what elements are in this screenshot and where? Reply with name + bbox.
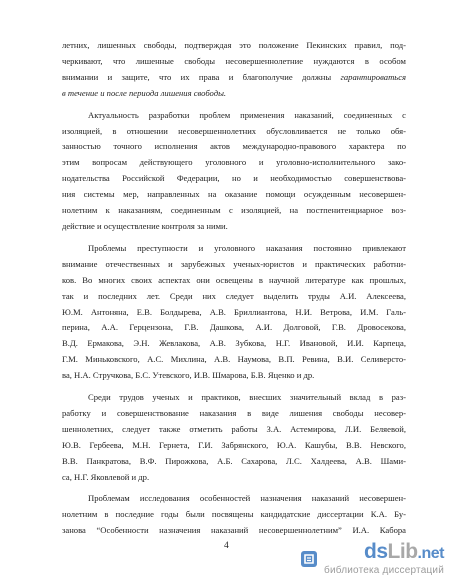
logo-ds-text: ds [364, 540, 388, 563]
logo-lib-text: Lib [387, 540, 418, 563]
text-line: Ю.В. Гербеева, М.Н. Гернета, Г.И. Забрянского, Ю.А. Кашубы, В.В. Невского, [62, 439, 406, 450]
text-line: нодательства Российской Федерации, но и необходимостью совершенствова- [62, 173, 406, 184]
text-line: действие и осуществление контроля за ними. [62, 220, 228, 231]
text-line: Актуальность разработки проблем применения наказаний, соединенных с [88, 109, 406, 120]
page-number: 4 [224, 541, 229, 551]
book-icon [298, 548, 320, 570]
text-line: Ю.М. Антоняна, Е.В. Болдырева, А.В. Бриллиантова, Н.И. Ветрова, И.М. Галь- [62, 306, 406, 317]
text-line: внимании и защите, что их права и благополучие должны гарантироваться [62, 71, 406, 82]
text-line: нолетним к наказаниям, соединенным с изоляцией, на постпенитенциарное воз- [62, 205, 406, 216]
text-line: перина, А.А. Герцензона, Г.В. Дашкова, А.И. Долговой, Г.В. Дровосекова, [62, 322, 406, 333]
text-line: са, Н.Г. Яковлевой и др. [62, 471, 150, 482]
watermark-subtitle: библиотека диссертаций [324, 565, 444, 576]
text-line: Проблемам исследования особенностей назначения наказаний несовершен- [88, 493, 406, 504]
text-line: нолетним в последние годы были посвящены кандидатские диссертации К.А. Бу- [62, 509, 406, 520]
text-line: внимание отечественных и зарубежных ученых-юристов и практических работни- [62, 258, 406, 269]
text-line: летних, лишенных свободы, подтверждая это положение Пекинских правил, под- [62, 40, 406, 50]
logo-net-text: .net [417, 545, 444, 562]
text-line: Среди трудов ученых и практиков, внесших значительный вклад в раз- [88, 392, 406, 403]
text-line: В.В. Панкратова, В.Ф. Пирожкова, А.Б. Сахарова, Л.С. Халдеева, А.В. Шами- [62, 455, 406, 466]
text-line: шеннолетних, следует также отметить работы З.А. Астемирова, Л.И. Беляевой, [62, 423, 406, 434]
text-line: изоляцией, в отношении несовершеннолетних обусловливается не только обя- [62, 125, 406, 136]
text-line: так и последних лет. Среди них следует выделить труды А.И. Алексеева, [62, 290, 406, 301]
text-line: работку и совершенствование наказания в виде лишения свободы несовер- [62, 407, 406, 418]
watermark[interactable] [298, 542, 444, 576]
text-line: ния системы мер, направленных на оказание помощи осужденным несовершен- [62, 189, 406, 200]
text-line: занова “Особенности назначения наказаний несовершеннолетним” И.А. Кабора [62, 525, 406, 536]
text-line: занностью точного исполнения актов международно-правового характера по [62, 141, 406, 152]
document-body [62, 38, 406, 539]
text-line: ков. Во многих своих аспектах они освещены в научной литературе как прошлых, [62, 274, 406, 285]
text-line: черкивают, что лишенные свободы несовершеннолетние нуждаются в особом [62, 55, 406, 66]
text-line: этим вопросам действующего уголовного и уголовно-исполнительного зако- [62, 157, 406, 168]
text-line: В.Д. Ермакова, Э.Н. Жевлакова, А.В. Зубкова, Н.Г. Ивановой, И.И. Карпеца, [62, 338, 406, 349]
text-line: в течение и после периода лишения свободы. [62, 87, 227, 98]
text-line: ва, Н.А. Стручкова, Б.С. Утевского, И.В. Шмарова, Б.В. Яценко и др. [62, 370, 315, 381]
italic-text: гарантироваться [340, 71, 406, 82]
text-line: Г.М. Миньковского, А.С. Михлина, А.В. Наумова, В.П. Ревина, В.И. Селиверсто- [62, 354, 406, 365]
watermark-logo [324, 542, 444, 576]
text-line: Проблемы преступности и уголовного наказания постоянно привлекают [88, 242, 406, 253]
